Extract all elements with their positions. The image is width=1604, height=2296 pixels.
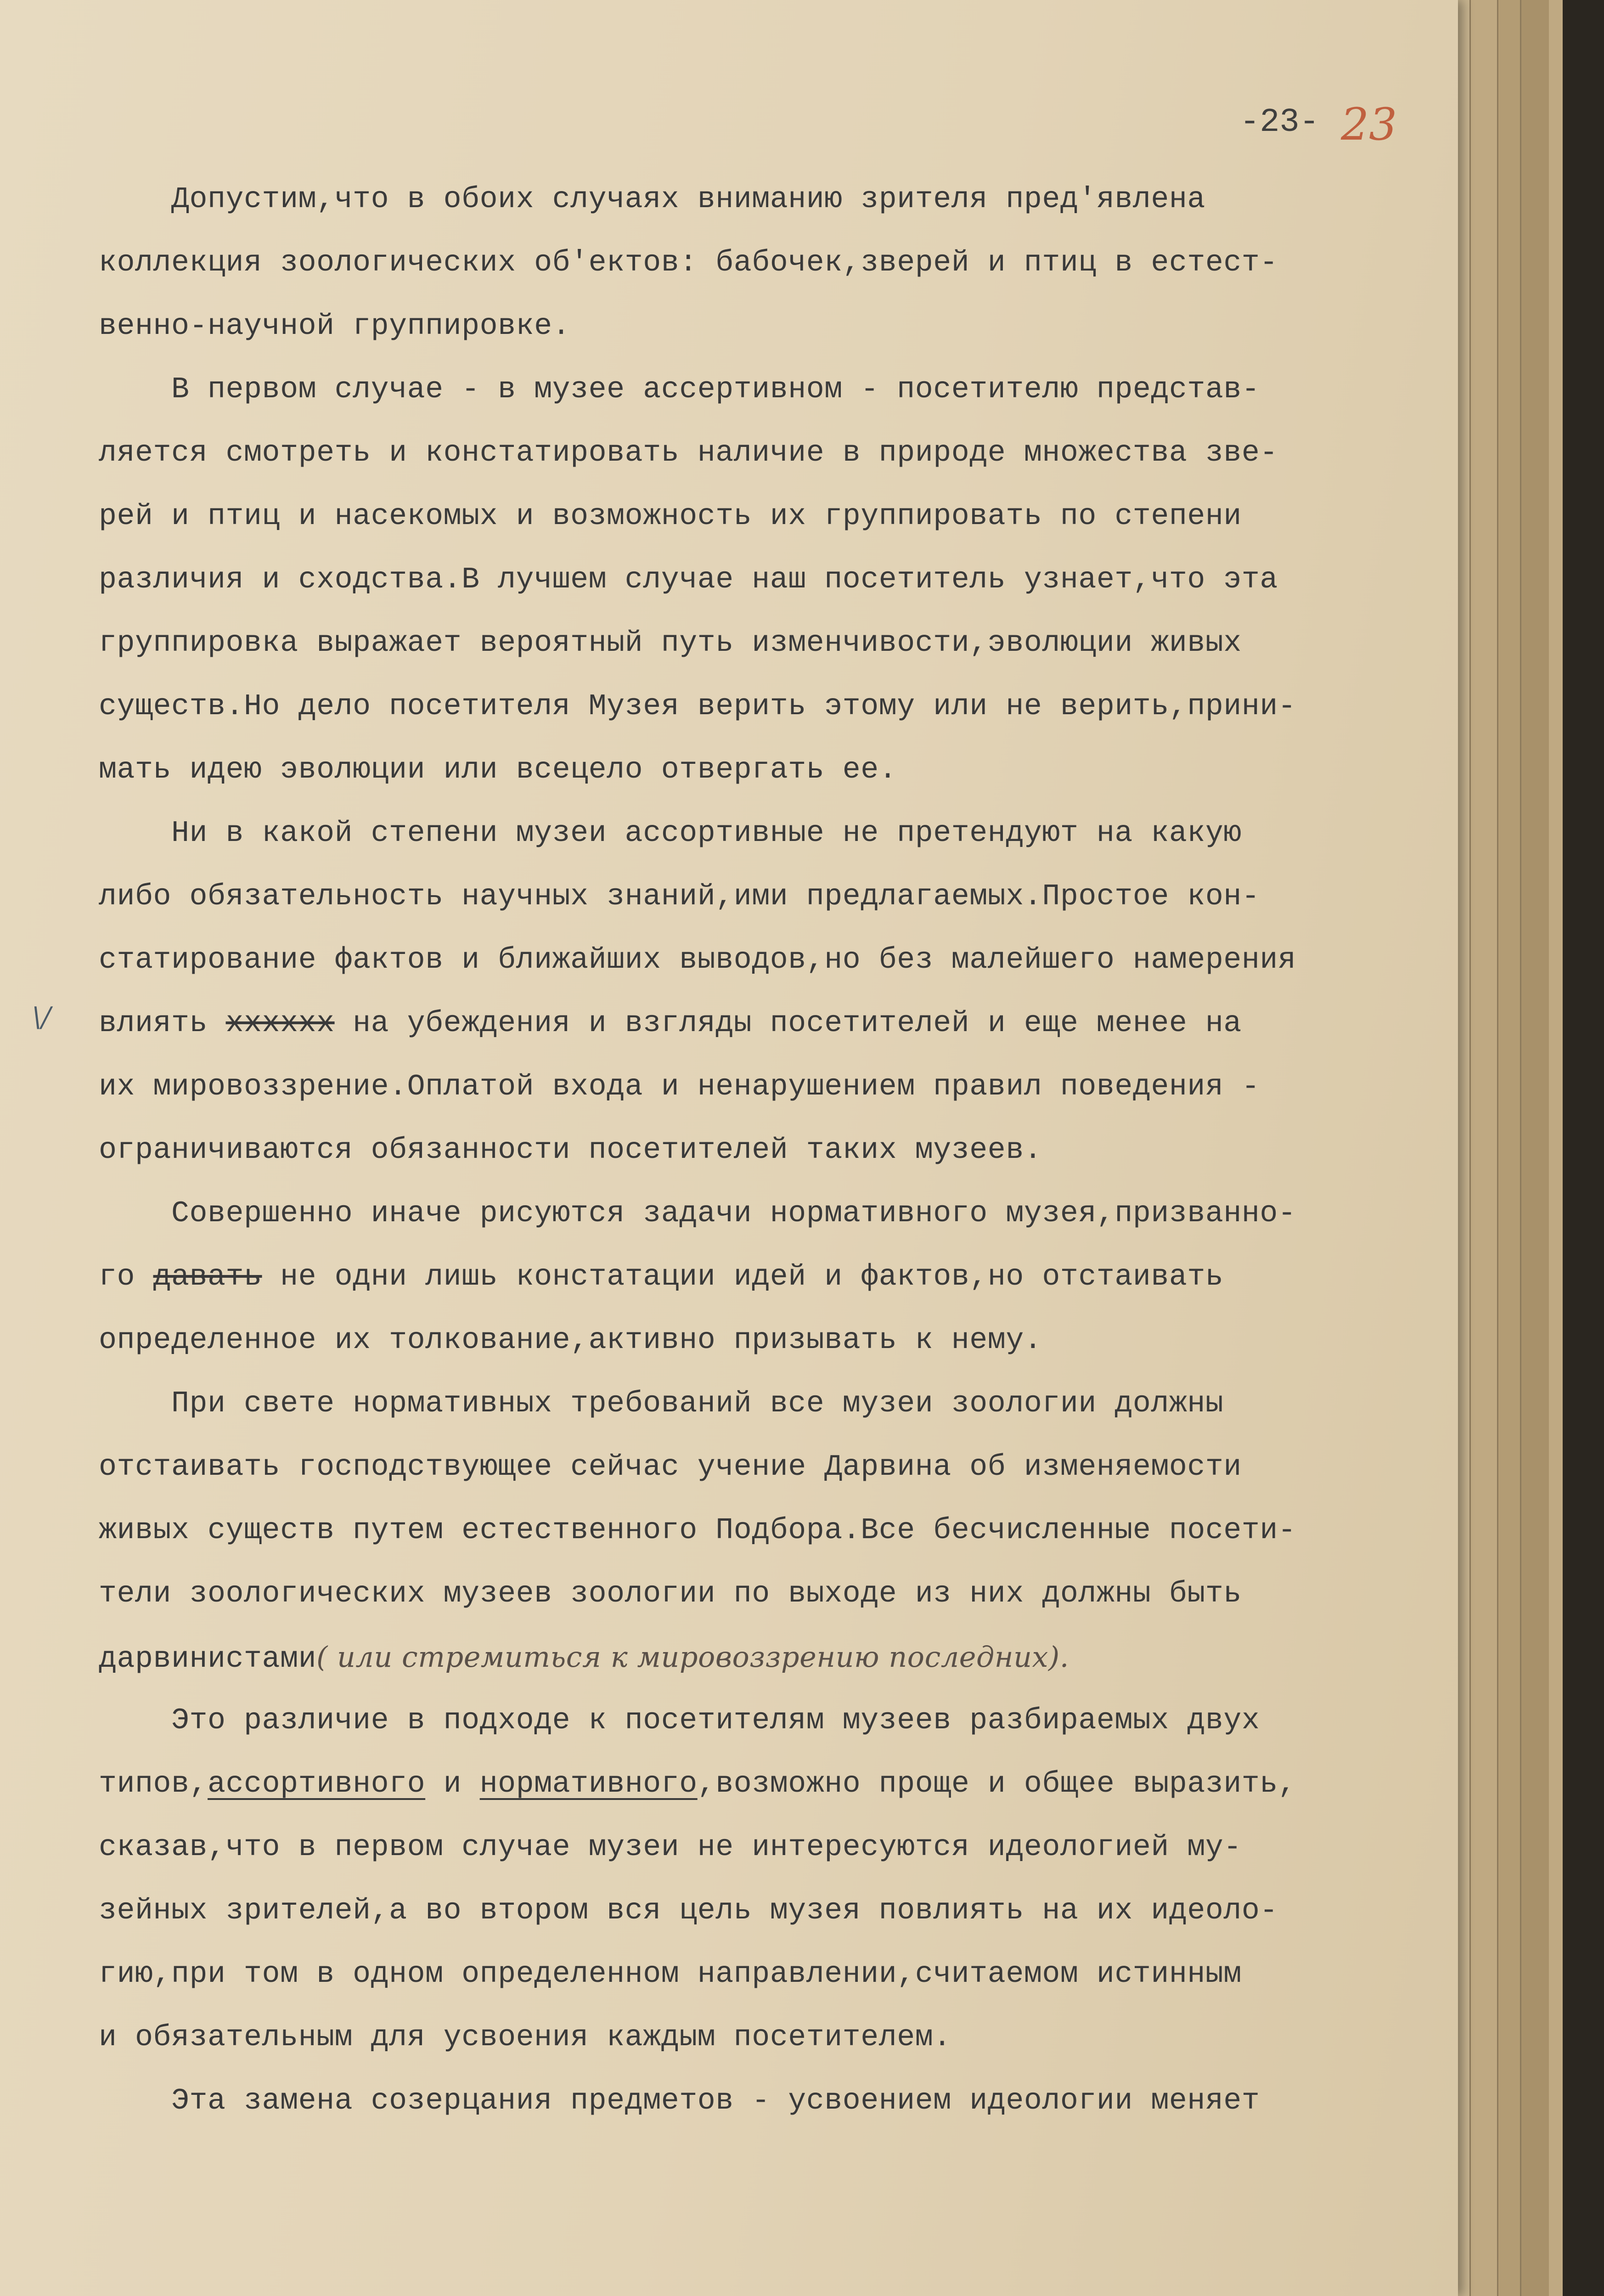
text-segment: типов, xyxy=(99,1767,208,1801)
text-segment: дарвинистами xyxy=(99,1642,317,1676)
sheet-edge xyxy=(1520,0,1549,2296)
text-line: мать идею эволюции или всецело отвергать ее. xyxy=(99,753,897,787)
text-line: зейных зрителей,а во втором вся цель музея повлиять на их идеоло- xyxy=(99,1894,1278,1928)
text-line: статирование фактов и ближайших выводов,но без малейшего намерения xyxy=(99,943,1296,977)
text-line-with-underline xyxy=(99,1752,1467,1816)
underlined-term: нормативного xyxy=(479,1767,698,1801)
underlined-term: ассортивного xyxy=(208,1767,426,1801)
text-line: сказав,что в первом случае музеи не интересуются идеологией му- xyxy=(99,1830,1242,1864)
text-segment: не одни лишь констатации идей и фактов,но отстаивать xyxy=(262,1260,1224,1294)
text-segment: ,возможно проще и общее выразить, xyxy=(697,1767,1296,1801)
text-line: При свете нормативных требований все музеи зоологии должны xyxy=(99,1387,1224,1421)
text-line: коллекция зоологических об'ектов: бабочек,зверей и птиц в естест- xyxy=(99,246,1278,280)
struck-out-text: хххххх xyxy=(225,1006,335,1040)
text-line: Допустим,что в обоих случаях вниманию зрителя пред'явлена xyxy=(99,182,1205,216)
text-line: гию,при том в одном определенном направлении,считаемом истинным xyxy=(99,1957,1242,1991)
text-line: ограничиваются обязанности посетителей таких музеев. xyxy=(99,1133,1042,1167)
page-number: -23- xyxy=(1240,103,1319,141)
handwritten-page-number: 23 xyxy=(1341,99,1397,150)
handwritten-annotation: ( или стремиться к мировоззрению последних). xyxy=(316,1640,1069,1674)
text-line: венно-научной группировке. xyxy=(99,309,571,343)
text-line: Это различие в подходе к посетителям музеев разбираемых двух xyxy=(99,1704,1260,1738)
text-line: группировка выражает вероятный путь изменчивости,эволюции живых xyxy=(99,626,1242,660)
text-line: либо обязательность научных знаний,ими предлагаемых.Простое кон- xyxy=(99,880,1260,914)
text-segment: и xyxy=(425,1767,480,1801)
text-line: их мировоззрение.Оплатой входа и ненарушением правил поведения - xyxy=(99,1070,1260,1104)
text-line: Ни в какой степени музеи ассортивные не претендуют на какую xyxy=(99,816,1242,850)
text-line-with-strikethrough xyxy=(99,992,1467,1055)
text-line-with-strikethrough xyxy=(99,1245,1467,1309)
text-segment: влиять xyxy=(99,1006,226,1040)
text-line-with-handwriting xyxy=(99,1625,1467,1689)
text-line: тели зоологических музеев зоологии по выходе из них должны быть xyxy=(99,1577,1242,1611)
text-segment: го xyxy=(99,1260,153,1294)
text-line: В первом случае - в музее ассертивном - посетителю представ- xyxy=(99,372,1260,406)
text-line: различия и сходства.В лучшем случае наш посетитель узнает,что эта xyxy=(99,563,1278,597)
text-line: определенное их толкование,активно призывать к нему. xyxy=(99,1323,1042,1357)
typed-text-body xyxy=(99,168,1467,2132)
text-line: Совершенно иначе рисуются задачи нормативного музея,призванно- xyxy=(99,1196,1296,1230)
text-line: живых существ путем естественного Подбора.Все бесчисленные посети- xyxy=(99,1513,1296,1547)
text-line: и обязательным для усвоения каждым посетителем. xyxy=(99,2020,951,2054)
text-line: Эта замена созерцания предметов - усвоением идеологии меняет xyxy=(99,2084,1260,2118)
text-line: ляется смотреть и констатировать наличие в природе множества зве- xyxy=(99,436,1278,470)
margin-check-mark: \/ xyxy=(32,1001,51,1033)
text-segment: на убеждения и взгляды посетителей и еще менее на xyxy=(334,1006,1242,1040)
struck-out-text: давать xyxy=(153,1260,262,1294)
text-line: рей и птиц и насекомых и возможность их группировать по степени xyxy=(99,499,1242,533)
text-line: отстаивать господствующее сейчас учение Дарвина об изменяемости xyxy=(99,1450,1242,1484)
text-line: существ.Но дело посетителя Музея верить этому или не верить,прини- xyxy=(99,689,1296,723)
